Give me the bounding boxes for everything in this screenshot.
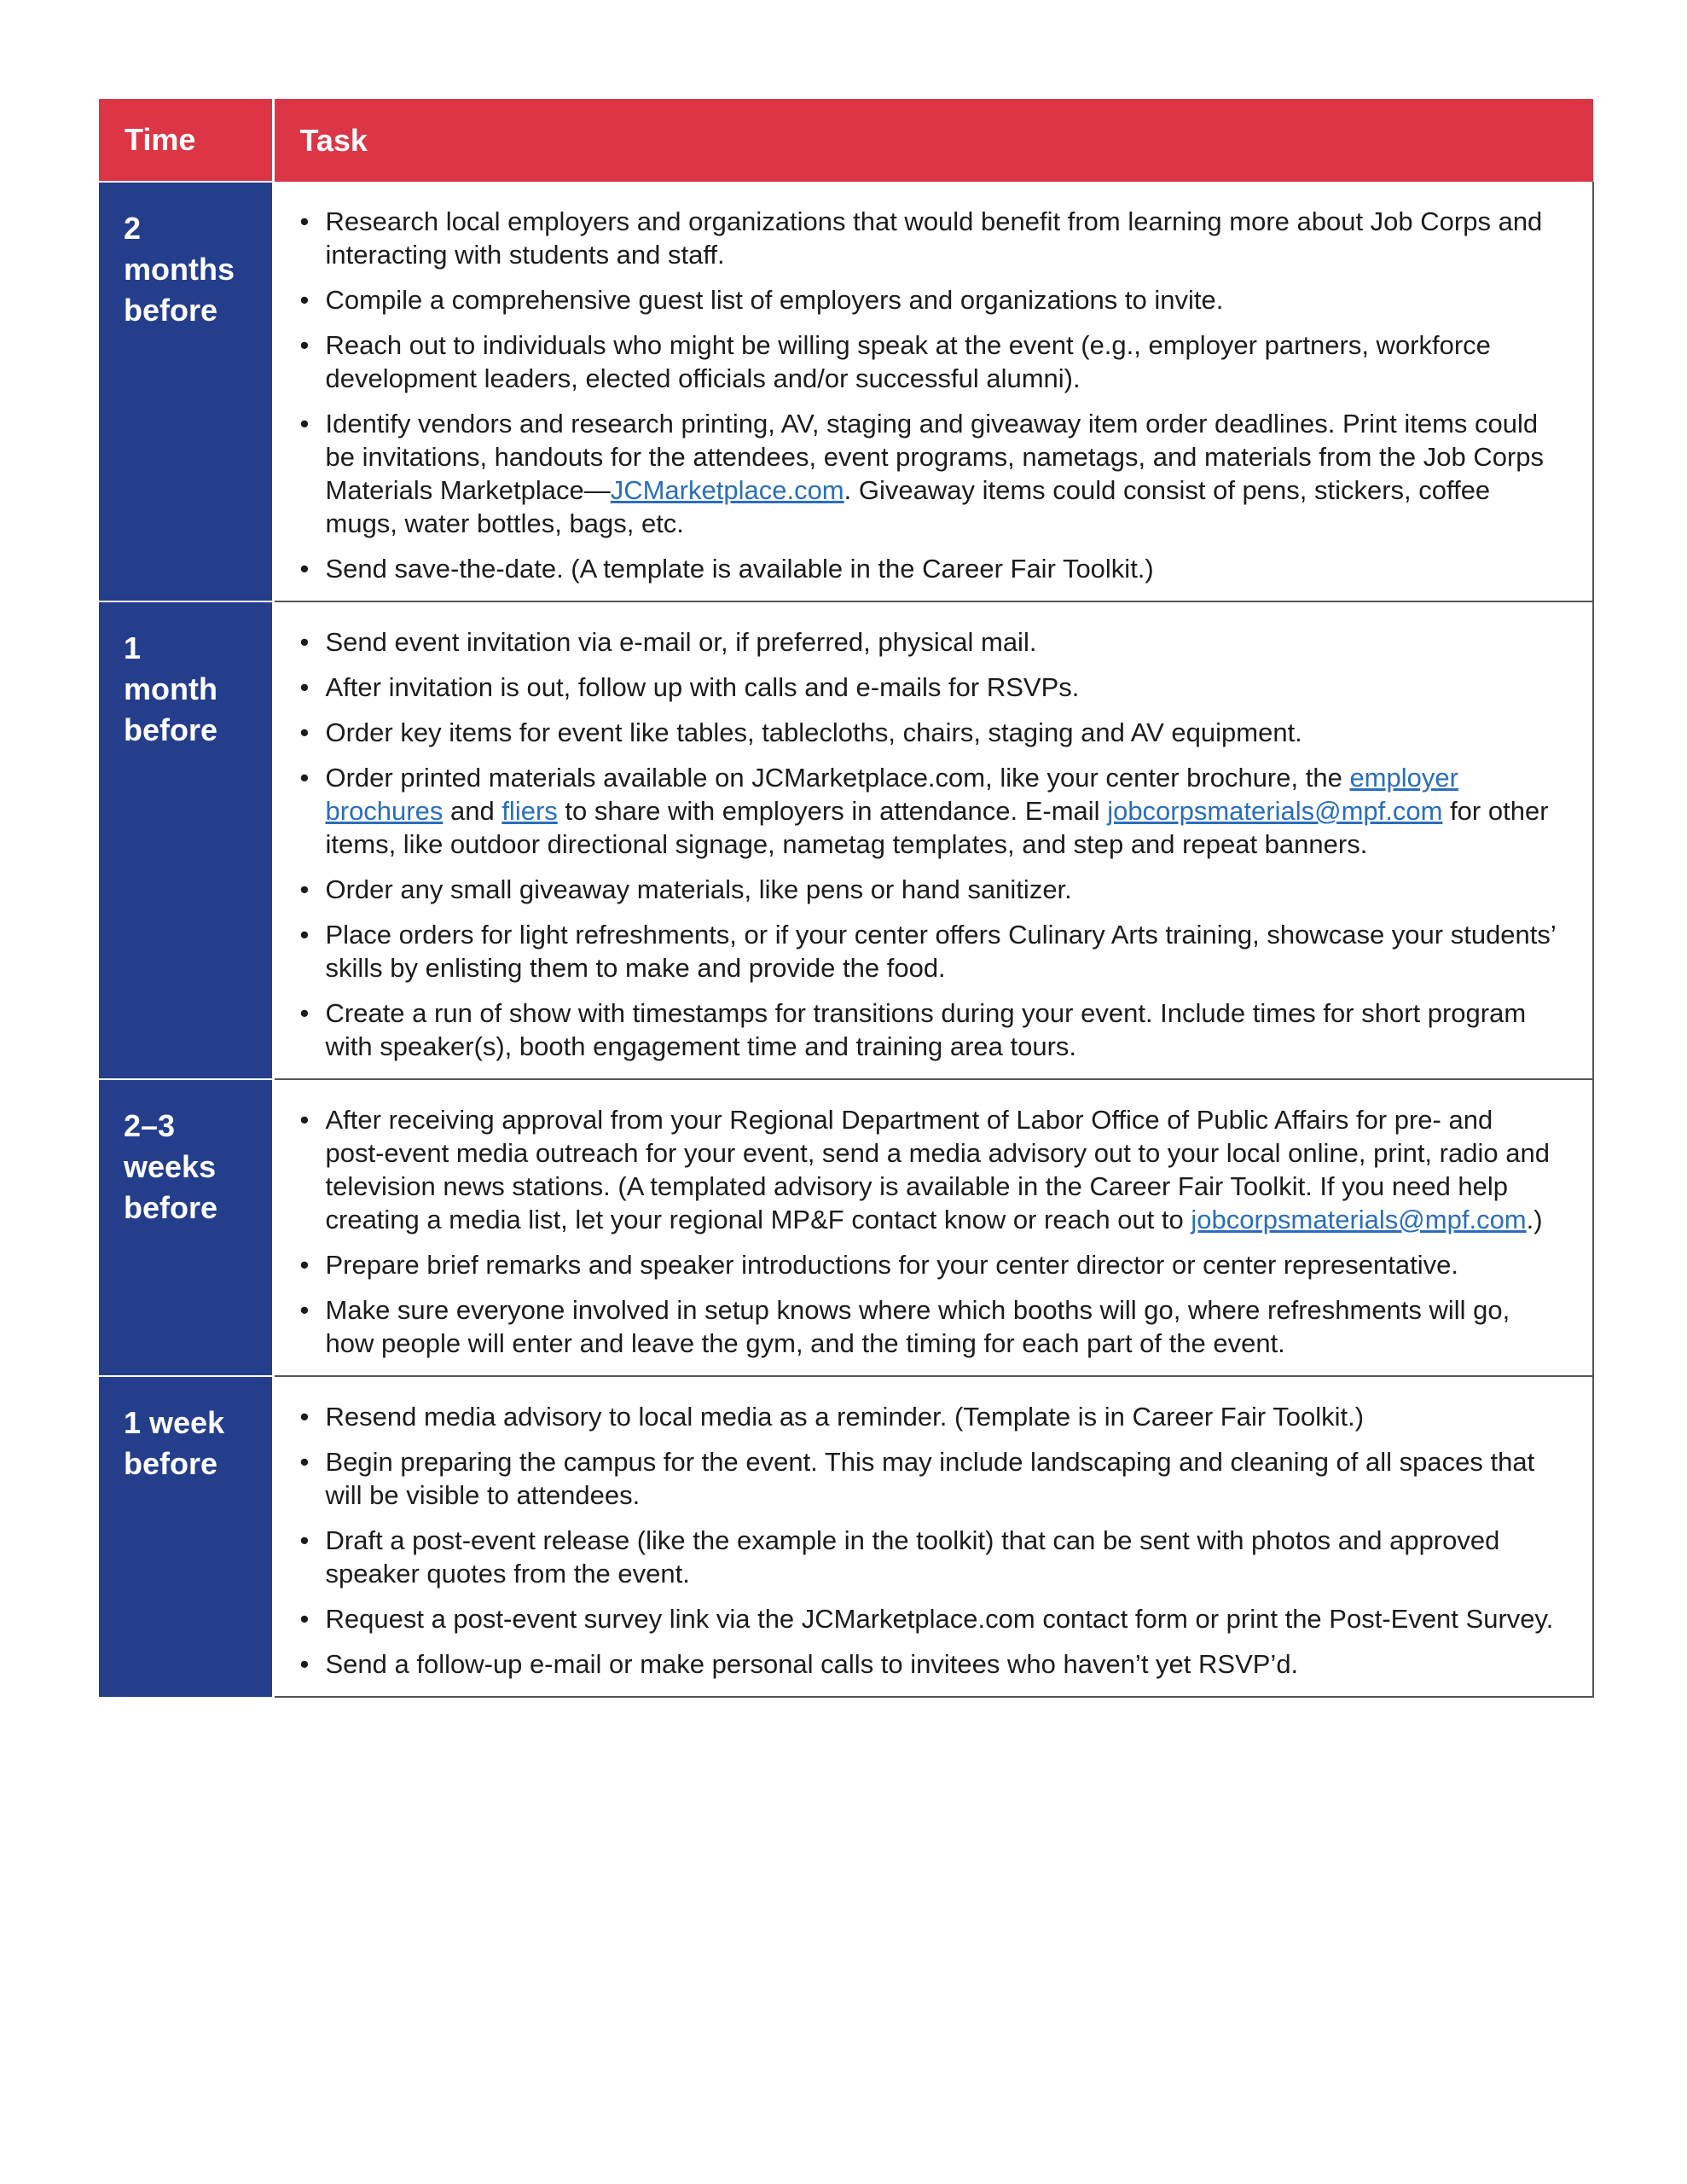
task-text: Create a run of show with timestamps for transitions during your event. Include times for short program with speaker(s), booth engagement time and training area tours. <box>325 998 1527 1061</box>
time-cell <box>99 1079 273 1376</box>
task-link[interactable]: employer brochures <box>325 763 1458 826</box>
task-cell <box>273 182 1593 601</box>
task-text: Research local employers and organizations that would benefit from learning more about Job Corps and interacting with students and staff. <box>325 206 1543 270</box>
task-text: Reach out to individuals who might be willing speak at the event (e.g., employer partners, workforce development leaders, elected officials and/or successful alumni). <box>325 330 1491 393</box>
task-item <box>300 761 1559 861</box>
task-item <box>300 1445 1559 1512</box>
task-item <box>300 716 1559 749</box>
task-item <box>300 283 1559 317</box>
header-time: Time <box>99 99 273 182</box>
task-text: Request a post-event survey link via the JCMarketplace.com contact form or print the Post-Event Survey. <box>325 1604 1554 1634</box>
task-text: Begin preparing the campus for the event. This may include landscaping and cleaning of all spaces that will be visible to attendees. <box>325 1447 1535 1510</box>
time-label: 2–3 weeks before <box>124 1108 218 1225</box>
task-item <box>300 1103 1559 1236</box>
task-text: Order key items for event like tables, tablecloths, chairs, staging and AV equipment. <box>325 717 1302 747</box>
task-item <box>300 1647 1559 1681</box>
task-text: Send a follow-up e-mail or make personal calls to invitees who haven’t yet RSVP’d. <box>325 1649 1299 1679</box>
task-link[interactable]: fliers <box>501 796 558 826</box>
task-text: Order printed materials available on JCMarketplace.com, like your center brochure, the <box>325 763 1350 793</box>
time-cell <box>99 601 273 1079</box>
time-label: 1 month before <box>124 630 218 747</box>
task-item <box>300 328 1559 395</box>
task-item <box>300 1524 1559 1590</box>
task-list <box>300 1103 1559 1360</box>
task-item <box>300 1602 1559 1635</box>
task-list <box>300 205 1559 585</box>
task-text: Place orders for light refreshments, or if your center offers Culinary Arts training, showcase your students’ skills by enlisting them to make and provide the food. <box>325 920 1556 983</box>
task-text: After invitation is out, follow up with calls and e-mails for RSVPs. <box>325 672 1080 702</box>
task-text: for other items, like outdoor directional signage, nametag templates, and step and repeat banners. <box>325 796 1549 859</box>
task-link[interactable]: JCMarketplace.com <box>610 475 844 505</box>
table-header-row <box>99 99 1593 182</box>
task-item <box>300 1293 1559 1360</box>
task-list <box>300 625 1559 1063</box>
task-text: After receiving approval from your Regional Department of Labor Office of Public Affairs for pre- and post-event media outreach for your event, send a media advisory out to your local online, print, radio and television news stations. (A templated advisory is available in the Career Fair Toolkit. If you need help creating a media list, let your regional MP&F contact know or reach out to <box>325 1105 1550 1234</box>
task-item <box>300 918 1559 985</box>
task-link[interactable]: jobcorpsmaterials@mpf.com <box>1191 1205 1527 1234</box>
time-cell <box>99 182 273 601</box>
task-item <box>300 552 1559 585</box>
task-text: Draft a post-event release (like the example in the toolkit) that can be sent with photos and approved speaker quotes from the event. <box>325 1525 1500 1589</box>
task-text: . Giveaway items could consist of pens, stickers, coffee mugs, water bottles, bags, etc. <box>325 475 1491 538</box>
task-text: Send save-the-date. (A template is available in the Career Fair Toolkit.) <box>325 554 1154 584</box>
header-task: Task <box>273 99 1593 182</box>
task-item <box>300 205 1559 271</box>
task-text: Resend media advisory to local media as a reminder. (Template is in Career Fair Toolkit.) <box>325 1402 1365 1432</box>
table-row <box>99 182 1593 601</box>
task-text: Compile a comprehensive guest list of employers and organizations to invite. <box>325 285 1224 315</box>
task-text: Identify vendors and research printing, AV, staging and giveaway item order deadlines. Print items could be invitations, handouts for the attendees, event programs, nametags, and materials from the Job Corps Materials Marketplace— <box>325 409 1545 505</box>
task-item <box>300 625 1559 659</box>
task-text: Order any small giveaway materials, like pens or hand sanitizer. <box>325 874 1072 904</box>
task-cell <box>273 601 1593 1079</box>
task-text: to share with employers in attendance. E-mail <box>557 796 1108 826</box>
timeline-table <box>99 99 1594 1698</box>
task-list <box>300 1400 1559 1681</box>
task-cell <box>273 1376 1593 1697</box>
task-item <box>300 407 1559 540</box>
task-text: Prepare brief remarks and speaker introductions for your center director or center representative. <box>325 1250 1458 1280</box>
task-item <box>300 1400 1559 1433</box>
table-row <box>99 1376 1593 1697</box>
table-row <box>99 601 1593 1079</box>
time-label: 1 week before <box>124 1405 225 1481</box>
time-cell <box>99 1376 273 1697</box>
task-text: .) <box>1526 1205 1543 1234</box>
task-link[interactable]: jobcorpsmaterials@mpf.com <box>1107 796 1443 826</box>
task-item <box>300 996 1559 1063</box>
table-row <box>99 1079 1593 1376</box>
time-label: 2 months before <box>124 211 235 328</box>
task-item <box>300 873 1559 906</box>
task-item <box>300 671 1559 704</box>
task-cell <box>273 1079 1593 1376</box>
task-text: Make sure everyone involved in setup knows where which booths will go, where refreshments will go, how people will enter and leave the gym, and the timing for each part of the event. <box>325 1295 1510 1358</box>
task-text: Send event invitation via e-mail or, if preferred, physical mail. <box>325 627 1037 657</box>
task-item <box>300 1248 1559 1281</box>
task-text: and <box>443 796 502 826</box>
